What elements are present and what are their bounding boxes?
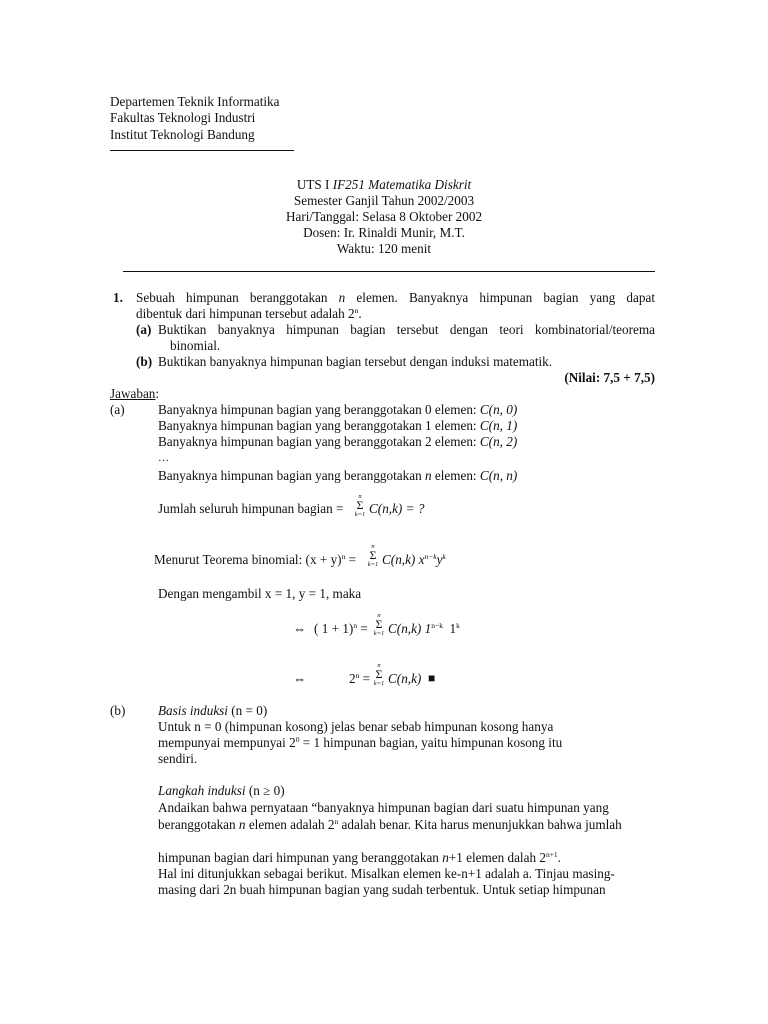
answer-a-line0: Banyaknya himpunan bagian yang beranggotakan 0 elemen: C(n, 0) [158,402,518,417]
equation1-lhs: ( 1 + 1)$^n$ = [314,621,368,636]
answer-part-b-label: (b) [110,703,126,718]
equation2-lhs: 2$^n$ = [349,671,371,686]
subquestion-a-text-cont: binomial. [170,338,221,353]
exam-lecturer: Dosen: Ir. Rinaldi Munir, M.T. [303,225,465,240]
sigma-sum-3: n Σ k=1 [373,612,385,637]
equivalence-arrow-1: ⇔ [293,621,307,636]
exam-semester: Semester Ganjil Tahun 2002/2003 [293,193,475,208]
subquestion-a-text: Buktikan banyaknya himpunan bagian tersebut dengan teori kombinatorial/teorema [158,322,655,337]
qed-square: ■ [428,671,436,685]
exam-divider [123,271,655,272]
faculty-name: Fakultas Teknologi Industri [110,110,256,125]
question-number: 1. [113,290,123,305]
answer-binomial-text: Menurut Teorema binomial: $(x + y)^n$ = [154,552,357,567]
exam-duration: Waktu: 120 menit [336,241,432,256]
basis-line2: mempunyai mempunyai $2^0 = 1$ himpunan bagian, yaitu himpunan kosong itu [158,735,563,750]
exam-date: Hari/Tanggal: Selasa 8 Oktober 2002 [285,209,483,224]
answer-a-line-n: Banyaknya himpunan bagian yang beranggotakan n elemen: C(n, n) [158,468,518,483]
answer-a-line1: Banyaknya himpunan bagian yang beranggotakan 1 elemen: C(n, 1) [158,418,518,433]
answer-binomial-rest: C(n,k) $x^{n-k}y^k$ [382,552,446,567]
header-divider [110,150,294,151]
sigma-sum-1: n Σ k=1 [354,493,366,518]
department-name: Departemen Teknik Informatika [110,94,280,109]
basis-line1: Untuk n = 0 (himpunan kosong) jelas benar sebab himpunan kosong hanya [158,719,554,734]
subquestion-b-text: Buktikan banyaknya himpunan bagian tersebut dengan induksi matematik. [158,354,553,369]
answer-sum-rest: C(n,k) = ? [369,501,425,516]
induction-step-line1: Andaikan bahwa pernyataan “banyaknya himpunan bagian dari suatu himpunan yang [158,800,609,815]
answer-a-line2: Banyaknya himpunan bagian yang beranggotakan 2 elemen: C(n, 2) [158,434,518,449]
induction-step-line4: Hal ini ditunjukkan sebagai berikut. Misalkan elemen ke-n+1 adalah a. Tinjau masing- [158,866,615,881]
equation1-rhs: C(n,k) $1^{n-k}$ 1$^k$ [388,621,460,636]
answer-a-ellipsis: … [158,452,169,464]
subquestion-b-label: (b) [136,354,153,369]
score-note: (Nilai: 7,5 + 7,5) [564,370,655,385]
subquestion-a-label: (a) [136,322,152,337]
induction-step-line5: masing dari 2n buah himpunan bagian yang sudah terbentuk. Untuk setiap himpunan [158,882,606,897]
equivalence-arrow-2: ⇔ [293,671,307,686]
answer-sum-text: Jumlah seluruh himpunan bagian = [158,501,344,516]
question-text-line2: dibentuk dari himpunan tersebut adalah 2$^n$. [136,306,362,321]
sigma-sum-2: n Σ k=1 [367,543,379,568]
equation2-rhs: C(n,k) [388,671,422,686]
question-text-line1: Sebuah himpunan beranggotakan n elemen. Banyaknya himpunan bagian yang dapat [136,290,655,305]
sigma-sum-4: n Σ k=1 [373,662,385,687]
induction-step-line2: beranggotakan n elemen adalah 2$^n$ adalah benar. Kita harus menunjukkan bahwa jumlah [158,817,622,832]
induction-step-heading: Langkah induksi (n ≥ 0) [158,783,285,798]
basis-line3: sendiri. [158,751,198,766]
induction-step-line3: himpunan bagian dari himpunan yang beranggotakan n+1 elemen dalah $2^{n+1}$. [158,850,561,865]
institute-name: Institut Teknologi Bandung [110,127,255,142]
basis-heading: Basis induksi (n = 0) [158,703,268,718]
answer-heading: Jawaban: [110,386,160,401]
exam-title: UTS I IF251 Matematika Diskrit [296,177,472,192]
answer-take-values: Dengan mengambil x = 1, y = 1, maka [158,586,362,601]
answer-part-a-label: (a) [110,402,125,417]
